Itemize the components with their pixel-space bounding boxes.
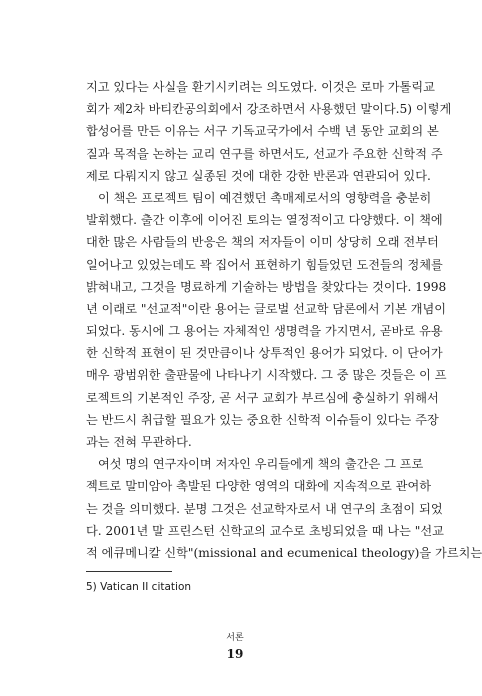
text-line: 는 반드시 취급할 필요가 있는 중요한 신학적 이슈들이 있다는 주장 [86, 412, 439, 427]
text-line: 적 에큐메니칼 신학"(missional and ecumenical theology)을 가르치는 [86, 545, 482, 560]
footnote: 5) Vatican II citation [86, 581, 192, 593]
text-line: 다. 2001년 말 프린스턴 신학교의 교수로 초빙되었을 때 나는 "선교 [86, 523, 444, 538]
text-line: 발휘했다. 출간 이후에 이어진 토의는 열정적이고 다양했다. 이 책에 [86, 213, 443, 228]
text-line: 한 신학적 표현이 된 것만큼이나 상투적인 용어가 되었다. 이 단어가 [86, 346, 443, 361]
text-line: 회가 제2차 바티칸공의회에서 강조하면서 사용했던 말이다.5) 이렇게 [86, 102, 452, 117]
footnote-divider [86, 571, 172, 572]
text-line: 매우 광범위한 출판물에 나타나기 시작했다. 그 중 많은 것들은 이 프 [86, 368, 447, 383]
text-line: 과는 전혀 무관하다. [86, 435, 192, 449]
text-line: 일어나고 있었는데도 꽉 집어서 표현하기 힘들었던 도전들의 정체를 [86, 257, 443, 272]
text-line: 년 이래로 "선교적"이란 용어는 글로벌 선교학 담론에서 기본 개념이 [86, 301, 447, 316]
text-line: 로젝트의 기본적인 주장, 곧 서구 교회가 부르심에 충실하기 위해서 [86, 390, 439, 405]
paragraph-first-line: 여섯 명의 연구자이며 저자인 우리들에게 책의 출간은 그 프로 [98, 457, 424, 472]
text-line: 합성어를 만든 이유는 서구 기독교국가에서 수백 년 동안 교회의 본 [86, 124, 439, 139]
text-line: 제로 다뤄지지 않고 실종된 것에 대한 강한 반론과 연관되어 있다. [86, 168, 431, 183]
paragraph-first-line: 이 책은 프로젝트 팀이 예견했던 촉매제로서의 영향력을 충분히 [98, 190, 432, 205]
body-text [86, 76, 482, 564]
text-line: 대한 많은 사람들의 반응은 책의 저자들이 이미 상당히 오래 전부터 [86, 235, 439, 250]
text-line: 지고 있다는 사실을 환기시키려는 의도였다. 이것은 로마 가톨릭교 [86, 80, 435, 94]
running-footer: 서론 [226, 633, 244, 643]
text-line: 밝혀내고, 그것을 명료하게 기술하는 방법을 찾았다는 것이다. 1998 [86, 279, 447, 294]
page-number: 19 [226, 647, 244, 661]
text-line: 질과 목적을 논하는 교리 연구를 하면서도, 선교가 주요한 신학적 주 [86, 146, 443, 161]
text-line: 젝트로 말미암아 촉발된 다양한 영역의 대화에 지속적으로 관여하 [86, 479, 431, 494]
text-line: 는 것을 의미했다. 분명 그것은 선교학자로서 내 연구의 초점이 되었 [86, 501, 443, 516]
text-line: 되었다. 동시에 그 용어는 자체적인 생명력을 가지면서, 곧바로 유용 [86, 324, 443, 339]
